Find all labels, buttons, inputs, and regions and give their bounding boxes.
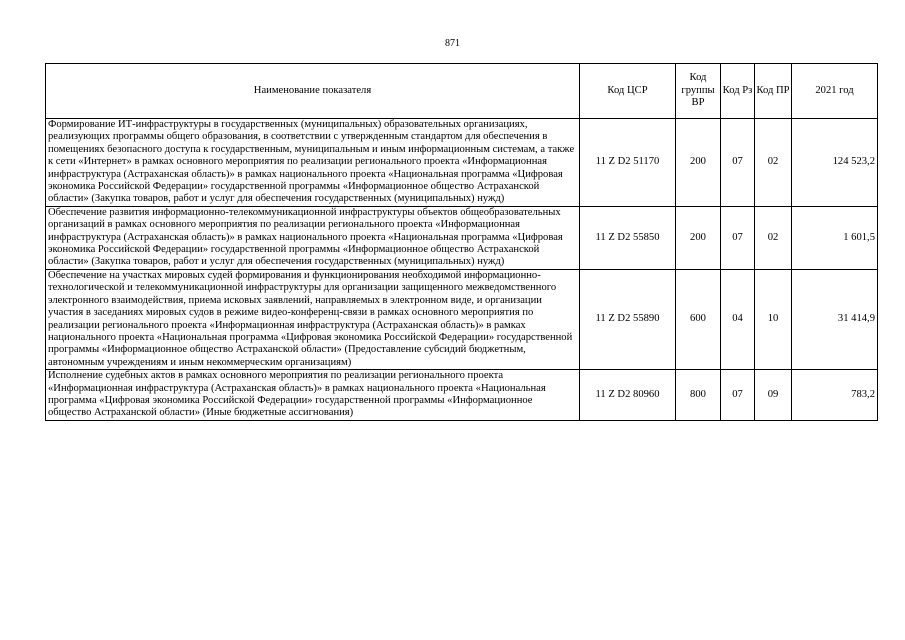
row-rz-code: 04 — [721, 269, 755, 369]
row-pr-code: 02 — [755, 206, 792, 269]
row-rz-code: 07 — [721, 206, 755, 269]
row-pr-code: 02 — [755, 119, 792, 207]
row-amount: 1 601,5 — [792, 206, 878, 269]
header-vr-code: Код группы ВР — [676, 64, 721, 119]
table-row — [46, 269, 878, 369]
row-vr-code: 200 — [676, 119, 721, 207]
header-rz-code: Код Рз — [721, 64, 755, 119]
table-row — [46, 206, 878, 269]
row-rz-code: 07 — [721, 370, 755, 421]
header-csr-code: Код ЦСР — [580, 64, 676, 119]
row-pr-code: 09 — [755, 370, 792, 421]
row-vr-code: 800 — [676, 370, 721, 421]
row-rz-code: 07 — [721, 119, 755, 207]
row-name: Обеспечение на участках мировых судей формирования и функционирования необходимой информационно-технологической и телекоммуникационной инфраструктуры для организации защищенного межведомственного электронного взаимодействия, приема исковых заявлений, направляемых в электронном виде, и организации участия в заседаниях мировых судов в режиме видео-конференц-связи в рамках основного мероприятия по реализации регионального проекта «Информационная инфраструктура (Астраханская область)» в рамках национального проекта «Национальная программа «Цифровая экономика Российской Федерации» государственной программы «Информационное общество Астраханской области» (Предоставление субсидий бюджетным, автономным учреждениям и иным некоммерческим организациям) — [46, 269, 580, 369]
budget-table — [45, 63, 878, 421]
row-csr-code: 11 Z D2 55890 — [580, 269, 676, 369]
row-name: Исполнение судебных актов в рамках основного мероприятия по реализации регионального проекта «Информационная инфраструктура (Астраханская область)» в рамках национального проекта «Национальная программа «Цифровая экономика Российской Федерации» государственной программы «Информационное общество Астраханской области» (Иные бюджетные ассигнования) — [46, 370, 580, 421]
row-vr-code: 200 — [676, 206, 721, 269]
page-number: 871 — [445, 38, 460, 49]
header-year-2021: 2021 год — [792, 64, 878, 119]
row-amount: 31 414,9 — [792, 269, 878, 369]
table-row — [46, 119, 878, 207]
row-csr-code: 11 Z D2 55850 — [580, 206, 676, 269]
header-name: Наименование показателя — [46, 64, 580, 119]
table-header-row — [46, 64, 878, 119]
row-amount: 783,2 — [792, 370, 878, 421]
row-amount: 124 523,2 — [792, 119, 878, 207]
row-vr-code: 600 — [676, 269, 721, 369]
row-csr-code: 11 Z D2 80960 — [580, 370, 676, 421]
row-name: Формирование ИТ-инфраструктуры в государственных (муниципальных) образовательных организациях, реализующих программы общего образования, в соответствии с утвержденным стандартом для обеспечения в помещениях безопасного доступа к государственным, муниципальным и иным информационным системам, а также к сети «Интернет» в рамках основного мероприятия по реализации регионального проекта «Информационная инфраструктура (Астраханская область)» в рамках национального проекта «Национальная программа «Цифровая экономика Российской Федерации» государственной программы «Информационное общество Астраханской области» (Закупка товаров, работ и услуг для обеспечения государственных (муниципальных) нужд) — [46, 119, 580, 207]
row-name: Обеспечение развития информационно-телекоммуникационной инфраструктуры объектов общеобразовательных организаций в рамках основного мероприятия по реализации регионального проекта «Информационная инфраструктура (Астраханская область)» в рамках национального проекта «Национальная программа «Цифровая экономика Российской Федерации» государственной программы «Информационное общество Астраханской области» (Закупка товаров, работ и услуг для обеспечения государственных (муниципальных) нужд) — [46, 206, 580, 269]
header-pr-code: Код ПР — [755, 64, 792, 119]
table-row — [46, 370, 878, 421]
row-csr-code: 11 Z D2 51170 — [580, 119, 676, 207]
row-pr-code: 10 — [755, 269, 792, 369]
